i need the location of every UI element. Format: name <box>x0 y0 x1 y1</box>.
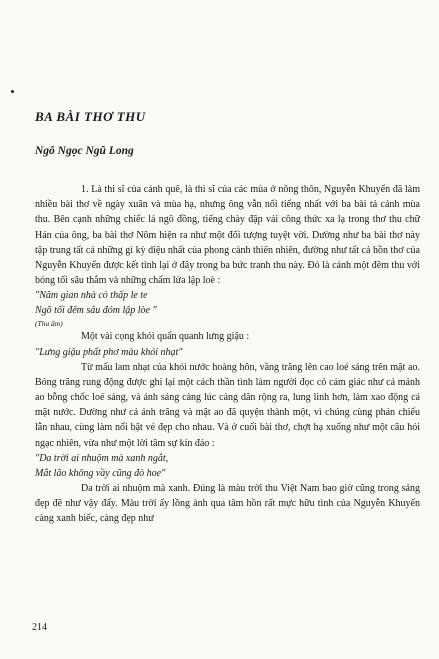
quote-1-source: (Thu ẩm) <box>35 319 63 329</box>
essay-title: BA BÀI THƠ THU <box>35 109 146 124</box>
quote-3-line-2: Mắt lão không vầy cũng đỏ hoe" <box>35 467 166 479</box>
quote-2-line-1: "Lưng giậu phất phơ màu khói nhạt" <box>35 346 183 358</box>
paragraph-4: Da trời ai nhuộm mà xanh. Đúng là màu trời thu Việt Nam bao giờ cũng trong sáng đẹp đẽ như vậy đấy. Màu trời ấy lồng ảnh qua tâm hồn rất mực hữu tình của Nguyễn Khuyến càng xanh biếc, càng đẹp như <box>35 482 420 525</box>
author-name: Ngô Ngọc Ngũ Long <box>35 145 134 157</box>
essay-body <box>35 182 420 526</box>
page-number: 214 <box>32 622 47 633</box>
quote-1-line-2: Ngõ tối đêm sâu đóm lập lòe " <box>35 305 157 317</box>
margin-mark <box>11 90 14 93</box>
quote-1-line-1: "Năm gian nhà cỏ thấp le te <box>35 290 148 302</box>
paragraph-3: Từ mấu lam nhạt của khói nước hoàng hôn, vầng trăng lên cao loé sáng trên mặt ao. Bóng trăng rung động được ghi lại một cách thần tình làm người đọc có cảm giác như cả mảnh ao bỗng chốc loé sáng, và ánh sáng càng lúc càng dãn rộng ra, lung linh hơn, làm xao động cả mặt nước. Dường như cả ánh trăng và mặt ao đã quyện thành một, vì chúng cùng phản chiếu lẫn nhau, cùng làm nổi bật vẻ đẹp cho nhau. Và ở cuối bài thơ, chợt hạ xuống như một câu hỏi ngạc nhiên, vừa như một lời tâm sự kín đáo : <box>35 361 420 449</box>
paragraph-1: 1. Là thi sĩ của cảnh quê, là thi sĩ của các mùa ở nông thôn, Nguyễn Khuyến đã làm nhiều bài thơ về ngày xuân và mùa hạ, nhưng ông vẫn nổi tiếng nhất với ba bài tả cảnh mùa thu. Bên cạnh những chiếc lá ngô đồng, tiếng chày đập vải công thức xa lạ trong thơ thu chữ Hán của ông, ba bài thơ Nôm hiện ra như một đối tượng tuyệt vời. Dường như ba bài thơ này tập trung tất cả những gì kỳ diệu nhất của phong cảnh thiên nhiên, đường như tất cả hồn thơ của Nguyễn Khuyến được kết tinh lại ở đây trong ba bức tranh thu này. Đó là cảnh một đêm thu với bóng tối sâu thẳm và những chấm lửa lập loè : <box>35 184 420 287</box>
paragraph-2: Một vài cọng khói quẩn quanh lưng giậu : <box>81 331 250 343</box>
quote-3-line-1: "Da trời ai nhuộm mà xanh ngắt, <box>35 452 169 464</box>
